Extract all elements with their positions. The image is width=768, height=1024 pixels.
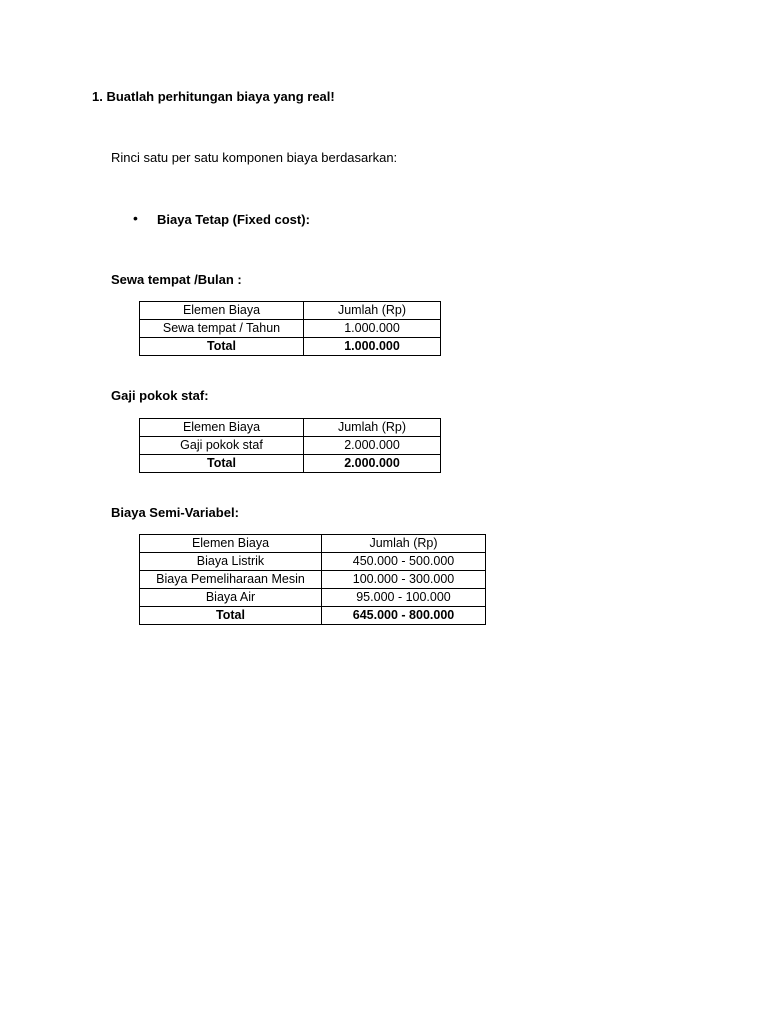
total-row [140,607,486,625]
table-row [140,553,486,571]
table-cell: 450.000 - 500.000 [322,553,486,571]
table-cell: Sewa tempat / Tahun [140,320,304,338]
total-row [140,338,441,356]
header-cell: Jumlah (Rp) [304,419,441,437]
table-row [140,571,486,589]
table-cell: 95.000 - 100.000 [322,589,486,607]
question-heading: 1. Buatlah perhitungan biaya yang real! [92,89,335,104]
header-cell: Jumlah (Rp) [304,302,441,320]
total-label: Total [140,338,304,356]
header-cell: Elemen Biaya [140,535,322,553]
total-label: Total [140,455,304,473]
intro-text: Rinci satu per satu komponen biaya berdasarkan: [111,150,398,165]
table-cell: Biaya Listrik [140,553,322,571]
total-value: 1.000.000 [304,338,441,356]
section-title-semi-variabel: Biaya Semi-Variabel: [111,505,239,520]
total-row [140,455,441,473]
table-header-row [140,419,441,437]
table-row [140,437,441,455]
table-cell: Biaya Pemeliharaan Mesin [140,571,322,589]
cost-table-gaji [139,418,441,473]
cost-table-semi-variabel [139,534,486,625]
fixed-cost-label: Biaya Tetap (Fixed cost): [157,212,310,227]
header-cell: Elemen Biaya [140,419,304,437]
total-label: Total [140,607,322,625]
table-cell: 1.000.000 [304,320,441,338]
bullet-icon: • [133,210,138,226]
section-title-sewa: Sewa tempat /Bulan : [111,272,242,287]
table-cell: Biaya Air [140,589,322,607]
total-value: 645.000 - 800.000 [322,607,486,625]
table-header-row [140,302,441,320]
header-cell: Elemen Biaya [140,302,304,320]
section-title-gaji: Gaji pokok staf: [111,388,209,403]
table-cell: 2.000.000 [304,437,441,455]
table-cell: 100.000 - 300.000 [322,571,486,589]
cost-table-sewa [139,301,441,356]
table-cell: Gaji pokok staf [140,437,304,455]
table-row [140,589,486,607]
table-row [140,320,441,338]
header-cell: Jumlah (Rp) [322,535,486,553]
table-header-row [140,535,486,553]
total-value: 2.000.000 [304,455,441,473]
